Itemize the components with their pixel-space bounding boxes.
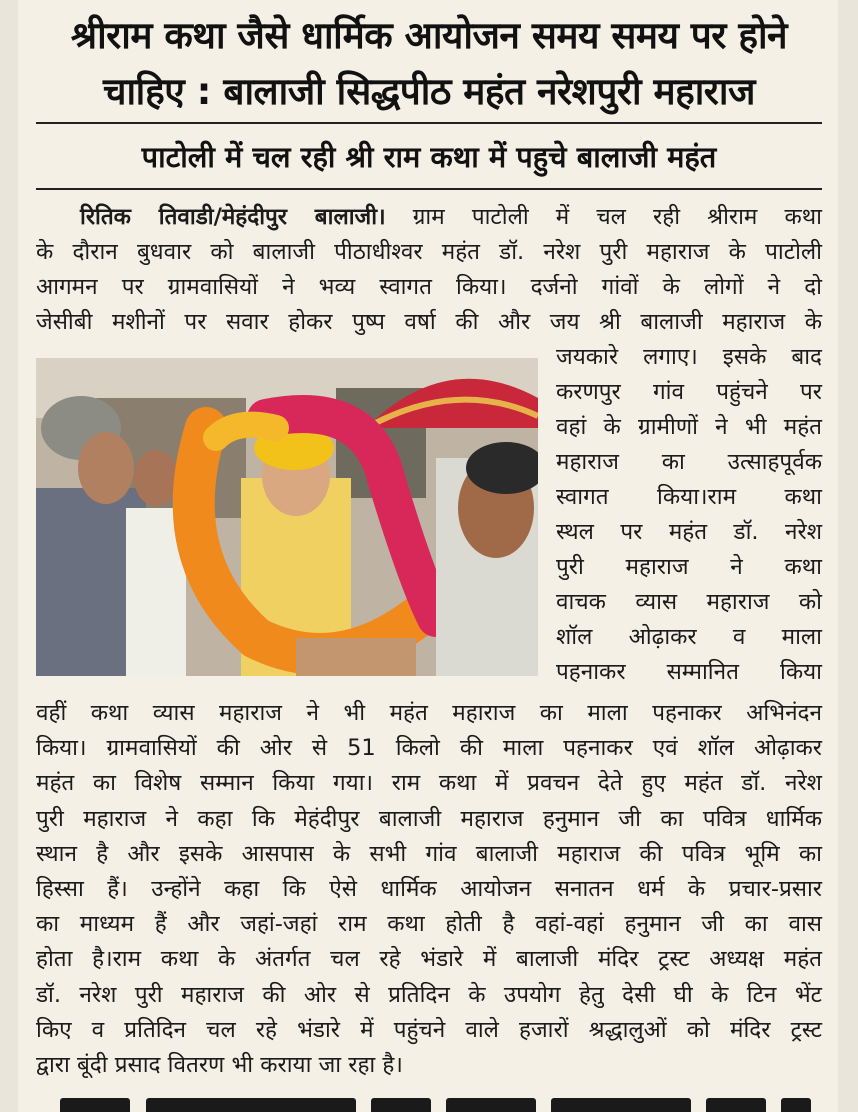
- body-line: के दौरान बुधवार को बालाजी पीठाधीश्वर महंत डॉ. नरेश पुरी महाराज के पाटोली: [36, 239, 822, 265]
- body-line: जेसीबी मशीनों पर सवार होकर पुष्प वर्षा की और जय श्री बालाजी महाराज के: [36, 309, 822, 335]
- divider-rule: [36, 188, 822, 190]
- photo-garland-welcome: [36, 358, 538, 676]
- article-body-top: [36, 200, 822, 340]
- cropped-glyph: [371, 1098, 431, 1112]
- body-line: वहीं कथा व्यास महाराज ने भी महंत महाराज का माला पहनाकर अभिनंदन: [36, 700, 822, 726]
- divider-rule: [36, 122, 822, 124]
- body-line: महंत का विशेष सम्मान किया गया। राम कथा में प्रवचन देते हुए महंत डॉ. नरेश: [36, 770, 822, 797]
- body-line: पुरी महाराज ने कथा: [556, 554, 822, 580]
- body-line: द्वारा बूंदी प्रसाद वितरण भी कराया जा रहा है।: [36, 1052, 403, 1079]
- scan-right-margin: [838, 0, 858, 1112]
- headline-line-1: श्रीराम कथा जैसे धार्मिक आयोजन समय समय पर होने: [70, 14, 788, 57]
- headline: [36, 8, 822, 120]
- scan-left-margin: [0, 0, 18, 1112]
- body-line: किए व प्रतिदिन चल रहे भंडारे में पहुंचने वाले हजारों श्रद्धालुओं को मंदिर ट्रस्ट: [36, 1016, 822, 1043]
- cropped-glyph: [781, 1098, 811, 1112]
- body-line: स्वागत किया।राम कथा: [556, 484, 822, 510]
- body-line-text: ग्राम पाटोली में चल रही श्रीराम कथा: [412, 204, 822, 230]
- body-line: महाराज का उत्साहपूर्वक: [556, 449, 822, 475]
- body-line: आगमन पर ग्रामवासियों ने भव्य स्वागत किया। दर्जनो गांवों के लोगों ने दो: [36, 274, 822, 300]
- cropped-glyph: [60, 1098, 130, 1112]
- cropped-glyph: [146, 1098, 356, 1112]
- cropped-glyph: [706, 1098, 766, 1112]
- body-line: हिस्सा हैं। उन्होंने कहा कि ऐसे धार्मिक आयोजन सनातन धर्म के प्रचार-प्रसार: [36, 876, 822, 903]
- article-body-side-column: [556, 340, 822, 690]
- cropped-glyph: [446, 1098, 536, 1112]
- body-line: किया। ग्रामवासियों की ओर से 51 किलो की माला पहनाकर एवं शॉल ओढ़ाकर: [36, 735, 822, 762]
- body-line: जयकारे लगाए। इसके बाद: [556, 344, 822, 370]
- headline-line-2: चाहिए : बालाजी सिद्धपीठ महंत नरेशपुरी महाराज: [103, 70, 755, 113]
- body-line: वाचक व्यास महाराज को: [556, 589, 822, 615]
- body-line: करणपुर गांव पहुंचने पर: [556, 379, 822, 405]
- body-line: का माध्यम हैं और जहां-जहां राम कथा होती है वहां-वहां हनुमान जी का वास: [36, 911, 822, 938]
- news-photo: [36, 358, 538, 676]
- body-line: पहनाकर सम्मानित किया: [556, 659, 822, 685]
- body-line: होता है।राम कथा के अंतर्गत चल रहे भंडारे में बालाजी मंदिर ट्रस्ट अध्यक्ष महंत: [36, 946, 822, 973]
- next-article-headline-cropped: [36, 1092, 822, 1112]
- cropped-glyph: [551, 1098, 691, 1112]
- subheadline: पाटोली में चल रही श्री राम कथा में पहुचे बालाजी महंत: [141, 140, 717, 174]
- body-line: स्थान है और इसके आसपास के सभी गांव बालाजी महाराज की पवित्र भूमि का: [36, 840, 822, 867]
- body-line: [36, 200, 822, 235]
- body-line: पुरी महाराज ने कहा कि मेहंदीपुर बालाजी महाराज हनुमान जी का पवित्र धार्मिक: [36, 805, 822, 832]
- body-line: वहां के ग्रामीणों ने भी महंत: [556, 414, 822, 440]
- byline: रितिक तिवाडी/मेहंदीपुर बालाजी।: [80, 204, 386, 230]
- body-line: डॉ. नरेश पुरी महाराज की ओर से प्रतिदिन के उपयोग हेतु देसी घी के टिन भेंट: [36, 981, 822, 1008]
- body-line: शॉल ओढ़ाकर व माला: [556, 624, 822, 650]
- article-body-bottom: [36, 696, 822, 1083]
- body-line: स्थल पर महंत डॉ. नरेश: [556, 519, 822, 545]
